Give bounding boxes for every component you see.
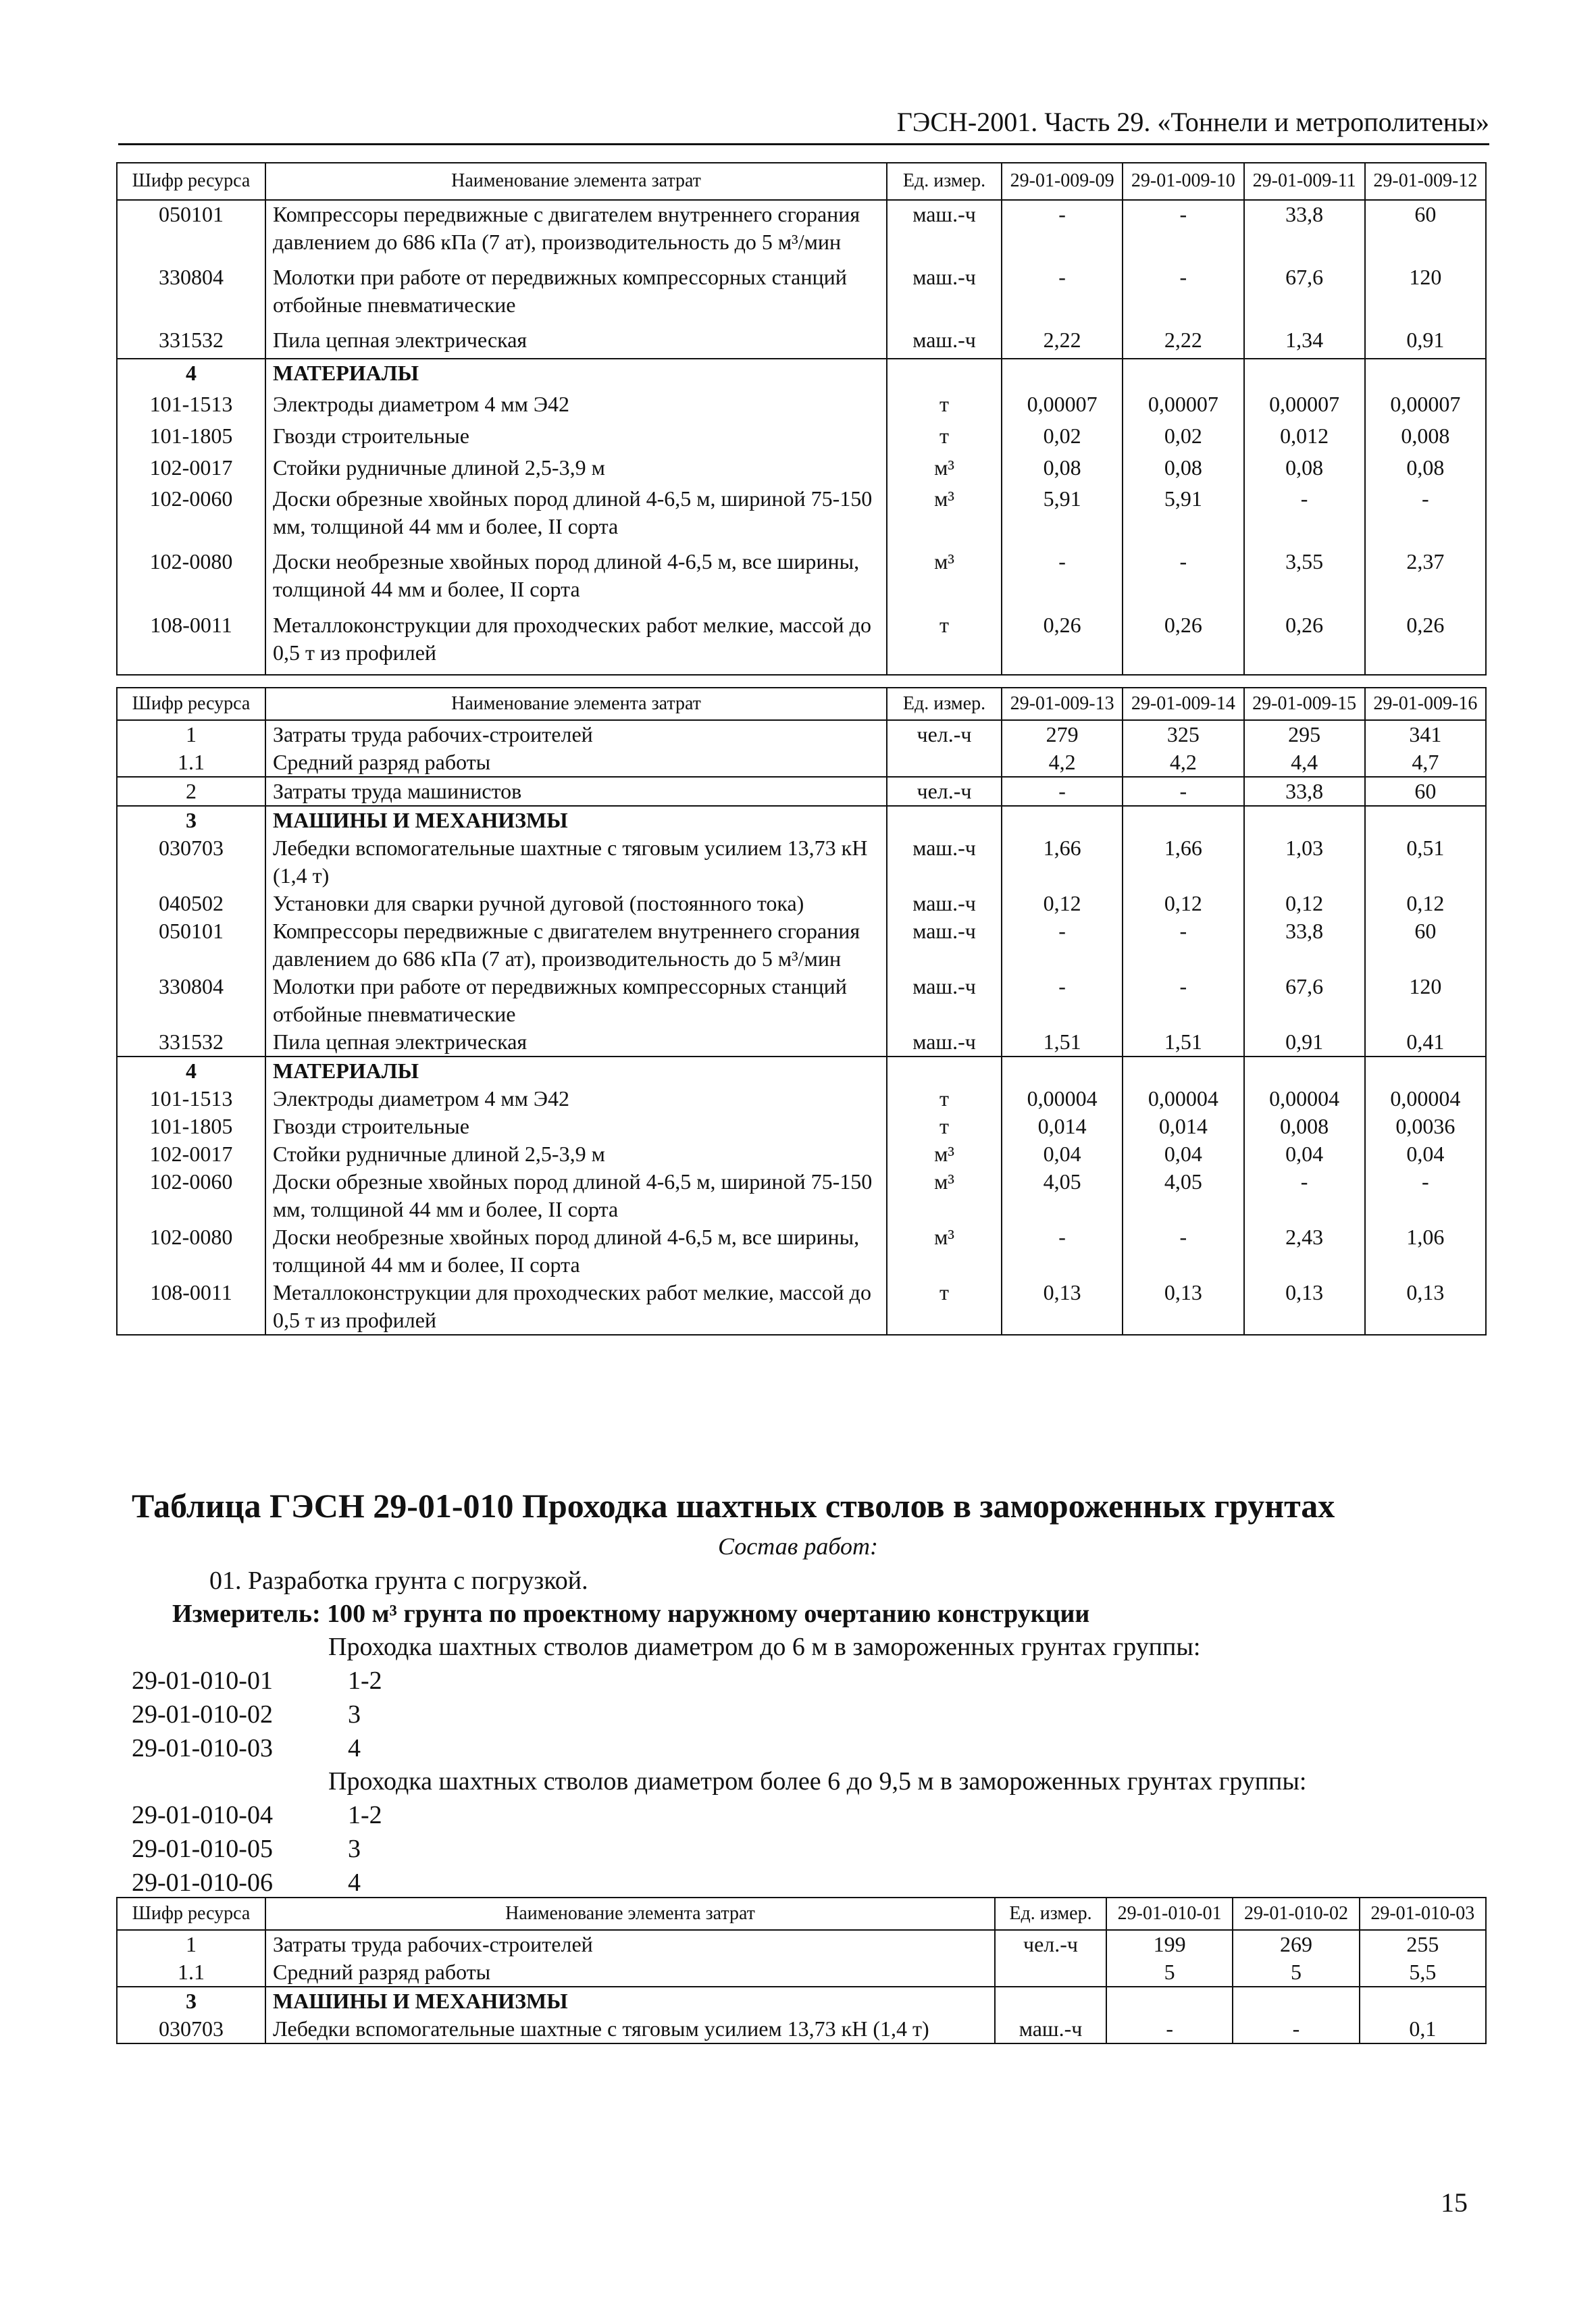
header-name: Наименование элемента затрат xyxy=(265,688,887,720)
table-row xyxy=(117,326,1486,359)
resource-code: 101-1513 xyxy=(117,1085,265,1113)
resource-unit: чел.-ч xyxy=(995,1930,1106,1958)
resource-code: 1 xyxy=(117,1930,265,1958)
norm-value: 0,00007 xyxy=(1123,390,1243,422)
resource-unit: маш.-ч xyxy=(887,1028,1002,1057)
resource-unit: т xyxy=(887,611,1002,675)
norm-value xyxy=(1360,1987,1486,2015)
page-header-title: ГЭСН-2001. Часть 29. «Тоннели и метрополитены» xyxy=(896,107,1489,137)
norm-value: 2,43 xyxy=(1244,1223,1365,1279)
norm-value: 5 xyxy=(1233,1958,1359,1987)
resource-code: 4 xyxy=(117,1057,265,1085)
resource-name: Доски необрезные хвойных пород длиной 4-6,5 м, все ширины, толщиной 44 мм и более, II сорта xyxy=(265,548,887,611)
header-code: Шифр ресурса xyxy=(117,1898,265,1930)
norm-value xyxy=(1002,359,1123,391)
resource-unit: м³ xyxy=(887,1223,1002,1279)
norm-value: 1,06 xyxy=(1365,1223,1486,1279)
resource-code: 331532 xyxy=(117,1028,265,1057)
norm-value: - xyxy=(1002,917,1123,973)
norm-value: 0,04 xyxy=(1123,1140,1243,1168)
resource-code: 108-0011 xyxy=(117,611,265,675)
resource-name: Затраты труда рабочих-строителей xyxy=(265,1930,995,1958)
norm-value: 0,012 xyxy=(1244,422,1365,454)
resource-code: 102-0060 xyxy=(117,1168,265,1223)
norm-value: - xyxy=(1123,200,1243,263)
resource-code: 330804 xyxy=(117,973,265,1028)
resource-code: 102-0080 xyxy=(117,548,265,611)
norm-value: - xyxy=(1123,263,1243,326)
resource-name: Доски обрезные хвойных пород длиной 4-6,5 м, шириной 75-150 мм, толщиной 44 мм и более, II сорта xyxy=(265,1168,887,1223)
norm-value: 4,7 xyxy=(1365,748,1486,777)
resource-code: 330804 xyxy=(117,263,265,326)
header-row xyxy=(117,163,1486,200)
header-norm-code: 29-01-009-10 xyxy=(1123,163,1243,200)
norm-value: 0,13 xyxy=(1123,1279,1243,1335)
norm-value: 0,08 xyxy=(1365,454,1486,486)
norm-value: 255 xyxy=(1360,1930,1486,1958)
resource-table-009-13-16 xyxy=(116,687,1487,1336)
header-norm-code: 29-01-009-11 xyxy=(1244,163,1365,200)
resource-code: 102-0017 xyxy=(117,454,265,486)
norm-value: 0,00007 xyxy=(1365,390,1486,422)
norm-value: 33,8 xyxy=(1244,200,1365,263)
header-code: Шифр ресурса xyxy=(117,688,265,720)
table-row xyxy=(117,1930,1486,1958)
norm-value: 199 xyxy=(1106,1930,1233,1958)
norm-value: 0,26 xyxy=(1002,611,1123,675)
norm-value: 295 xyxy=(1244,720,1365,748)
resource-unit xyxy=(887,359,1002,391)
norm-value: 0,008 xyxy=(1244,1113,1365,1140)
resource-code: 1 xyxy=(117,720,265,748)
norm-value: 0,1 xyxy=(1360,2015,1486,2043)
resource-name: Доски необрезные хвойных пород длиной 4-6,5 м, все ширины, толщиной 44 мм и более, II сорта xyxy=(265,1223,887,1279)
norm-value: 0,014 xyxy=(1123,1113,1243,1140)
resource-code: 1.1 xyxy=(117,748,265,777)
norm-code: 29-01-010-05 xyxy=(132,1835,273,1863)
norm-value: 0,02 xyxy=(1123,422,1243,454)
resource-unit: маш.-ч xyxy=(887,263,1002,326)
norm-value: 1,34 xyxy=(1244,326,1365,359)
norm-value: 0,08 xyxy=(1123,454,1243,486)
header-norm-code: 29-01-009-09 xyxy=(1002,163,1123,200)
norm-value: - xyxy=(1123,973,1243,1028)
norm-code: 29-01-010-06 xyxy=(132,1869,273,1897)
resource-name: Пила цепная электрическая xyxy=(265,1028,887,1057)
norm-value: 325 xyxy=(1123,720,1243,748)
soil-group: 3 xyxy=(348,1835,361,1863)
table-row xyxy=(117,720,1486,748)
resource-name: Затраты труда машинистов xyxy=(265,777,887,806)
soil-group: 1-2 xyxy=(348,1801,382,1829)
norm-value: 3,55 xyxy=(1244,548,1365,611)
measure-line: Измеритель: 100 м³ грунта по проектному наружному очертанию конструкции xyxy=(172,1600,1090,1628)
norm-value: 0,51 xyxy=(1365,834,1486,890)
resource-name: МАШИНЫ И МЕХАНИЗМЫ xyxy=(265,806,887,834)
table-row xyxy=(117,1958,1486,1987)
resource-name: Доски обрезные хвойных пород длиной 4-6,5 м, шириной 75-150 мм, толщиной 44 мм и более, II сорта xyxy=(265,485,887,548)
norm-code: 29-01-010-03 xyxy=(132,1734,273,1762)
header-unit: Ед. измер. xyxy=(887,163,1002,200)
resource-code: 101-1513 xyxy=(117,390,265,422)
norm-value: 269 xyxy=(1233,1930,1359,1958)
resource-code: 050101 xyxy=(117,917,265,973)
norm-value xyxy=(1123,1057,1243,1085)
resource-unit: м³ xyxy=(887,548,1002,611)
table-row xyxy=(117,1168,1486,1223)
resource-unit xyxy=(887,748,1002,777)
norm-value xyxy=(1002,1057,1123,1085)
norm-value: 0,008 xyxy=(1365,422,1486,454)
norm-value xyxy=(1365,1057,1486,1085)
norm-value: - xyxy=(1002,548,1123,611)
norm-value: 0,13 xyxy=(1002,1279,1123,1335)
norm-value: 0,00004 xyxy=(1244,1085,1365,1113)
resource-unit: м³ xyxy=(887,485,1002,548)
resource-unit xyxy=(995,1987,1106,2015)
resource-name: Стойки рудничные длиной 2,5-3,9 м xyxy=(265,1140,887,1168)
resource-code: 3 xyxy=(117,1987,265,2015)
norm-value: - xyxy=(1123,777,1243,806)
norm-value: - xyxy=(1123,1223,1243,1279)
soil-group: 3 xyxy=(348,1700,361,1729)
norm-value: - xyxy=(1002,1223,1123,1279)
norm-value: 0,91 xyxy=(1244,1028,1365,1057)
norm-value: 0,12 xyxy=(1244,890,1365,917)
norm-value: 0,0036 xyxy=(1365,1113,1486,1140)
group1-caption: Проходка шахтных стволов диаметром до 6 м в замороженных грунтах группы: xyxy=(328,1633,1201,1661)
resource-name: Лебедки вспомогательные шахтные с тяговым усилием 13,73 кН (1,4 т) xyxy=(265,2015,995,2043)
resource-unit: маш.-ч xyxy=(887,326,1002,359)
table-row xyxy=(117,1113,1486,1140)
norm-value: 120 xyxy=(1365,973,1486,1028)
norm-value: 0,00007 xyxy=(1002,390,1123,422)
resource-name: Гвозди строительные xyxy=(265,422,887,454)
norm-value xyxy=(1244,359,1365,391)
norm-value: 0,00004 xyxy=(1002,1085,1123,1113)
header-unit: Ед. измер. xyxy=(887,688,1002,720)
norm-value: 0,02 xyxy=(1002,422,1123,454)
resource-name: Пила цепная электрическая xyxy=(265,326,887,359)
resource-name: Установки для сварки ручной дуговой (постоянного тока) xyxy=(265,890,887,917)
norm-value: 0,014 xyxy=(1002,1113,1123,1140)
resource-code: 101-1805 xyxy=(117,422,265,454)
resource-unit xyxy=(995,1958,1106,1987)
table-row xyxy=(117,200,1486,263)
table-row xyxy=(117,548,1486,611)
resource-name: МАТЕРИАЛЫ xyxy=(265,1057,887,1085)
norm-value: 4,2 xyxy=(1123,748,1243,777)
table-row xyxy=(117,359,1486,391)
table-row xyxy=(117,2015,1486,2043)
resource-code: 1.1 xyxy=(117,1958,265,1987)
resource-code: 2 xyxy=(117,777,265,806)
resource-name: Молотки при работе от передвижных компрессорных станций отбойные пневматические xyxy=(265,973,887,1028)
norm-value: 4,4 xyxy=(1244,748,1365,777)
resource-unit: маш.-ч xyxy=(995,2015,1106,2043)
resource-name: Молотки при работе от передвижных компрессорных станций отбойные пневматические xyxy=(265,263,887,326)
resource-table-010 xyxy=(116,1897,1487,2044)
header-norm-code: 29-01-010-01 xyxy=(1106,1898,1233,1930)
norm-value: 60 xyxy=(1365,777,1486,806)
norm-value: - xyxy=(1002,973,1123,1028)
resource-unit: м³ xyxy=(887,454,1002,486)
table-row xyxy=(117,1279,1486,1335)
norm-value: 0,12 xyxy=(1002,890,1123,917)
resource-code: 040502 xyxy=(117,890,265,917)
norm-value: - xyxy=(1002,777,1123,806)
table-row xyxy=(117,917,1486,973)
table-row xyxy=(117,1140,1486,1168)
norm-value: - xyxy=(1244,485,1365,548)
norm-value: 1,03 xyxy=(1244,834,1365,890)
norm-value: 0,08 xyxy=(1002,454,1123,486)
norm-value: 0,00004 xyxy=(1123,1085,1243,1113)
resource-unit xyxy=(887,1057,1002,1085)
resource-unit: т xyxy=(887,422,1002,454)
page-header xyxy=(118,101,1489,145)
table-row xyxy=(117,806,1486,834)
resource-name: МАШИНЫ И МЕХАНИЗМЫ xyxy=(265,1987,995,2015)
resource-name: Компрессоры передвижные с двигателем внутреннего сгорания давлением до 686 кПа (7 ат), производительность до 5 м³/мин xyxy=(265,917,887,973)
norm-value: 0,26 xyxy=(1365,611,1486,675)
table-row xyxy=(117,390,1486,422)
norm-value: 5 xyxy=(1106,1958,1233,1987)
header-row xyxy=(117,1898,1486,1930)
resource-code: 331532 xyxy=(117,326,265,359)
resource-code: 108-0011 xyxy=(117,1279,265,1335)
header-row xyxy=(117,688,1486,720)
norm-value: - xyxy=(1365,1168,1486,1223)
norm-value: - xyxy=(1365,485,1486,548)
norm-value: - xyxy=(1002,200,1123,263)
page-number: 15 xyxy=(1441,2187,1468,2218)
norm-value: 0,04 xyxy=(1244,1140,1365,1168)
table-row xyxy=(117,973,1486,1028)
resource-unit: маш.-ч xyxy=(887,834,1002,890)
resource-name: Средний разряд работы xyxy=(265,1958,995,1987)
resource-unit: м³ xyxy=(887,1168,1002,1223)
soil-group: 4 xyxy=(348,1734,361,1762)
norm-value: - xyxy=(1002,263,1123,326)
norm-value: - xyxy=(1106,2015,1233,2043)
norm-value: 60 xyxy=(1365,200,1486,263)
group2-caption: Проходка шахтных стволов диаметром более 6 до 9,5 м в замороженных грунтах группы: xyxy=(328,1767,1307,1796)
norm-value xyxy=(1123,359,1243,391)
resource-unit: маш.-ч xyxy=(887,200,1002,263)
norm-value: 67,6 xyxy=(1244,263,1365,326)
norm-value: 5,91 xyxy=(1123,485,1243,548)
norm-value: 0,91 xyxy=(1365,326,1486,359)
resource-unit xyxy=(887,806,1002,834)
norm-value: 4,05 xyxy=(1002,1168,1123,1223)
soil-group: 4 xyxy=(348,1869,361,1897)
resource-unit: м³ xyxy=(887,1140,1002,1168)
resource-code: 102-0060 xyxy=(117,485,265,548)
table-row xyxy=(117,454,1486,486)
norm-value: 0,12 xyxy=(1123,890,1243,917)
resource-code: 4 xyxy=(117,359,265,391)
norm-value: 1,51 xyxy=(1002,1028,1123,1057)
table-row xyxy=(117,485,1486,548)
resource-code: 050101 xyxy=(117,200,265,263)
norm-value: 4,05 xyxy=(1123,1168,1243,1223)
norm-value: 120 xyxy=(1365,263,1486,326)
resource-name: Средний разряд работы xyxy=(265,748,887,777)
resource-unit: чел.-ч xyxy=(887,720,1002,748)
norm-value xyxy=(1123,806,1243,834)
table-row xyxy=(117,1987,1486,2015)
composition-label: Состав работ: xyxy=(718,1533,878,1560)
table-row xyxy=(117,1223,1486,1279)
table-row xyxy=(117,777,1486,806)
resource-name: Гвозди строительные xyxy=(265,1113,887,1140)
header-name: Наименование элемента затрат xyxy=(265,163,887,200)
norm-value: 67,6 xyxy=(1244,973,1365,1028)
header-name: Наименование элемента затрат xyxy=(265,1898,995,1930)
norm-value: 33,8 xyxy=(1244,777,1365,806)
resource-name: МАТЕРИАЛЫ xyxy=(265,359,887,391)
resource-code: 030703 xyxy=(117,2015,265,2043)
norm-code: 29-01-010-04 xyxy=(132,1801,273,1829)
norm-value xyxy=(1365,359,1486,391)
header-code: Шифр ресурса xyxy=(117,163,265,200)
norm-value: - xyxy=(1233,2015,1359,2043)
header-norm-code: 29-01-009-16 xyxy=(1365,688,1486,720)
resource-code: 3 xyxy=(117,806,265,834)
norm-code: 29-01-010-01 xyxy=(132,1667,273,1695)
norm-value: - xyxy=(1244,1168,1365,1223)
resource-name: Металлоконструкции для проходческих работ мелкие, массой до 0,5 т из профилей xyxy=(265,611,887,675)
norm-value: 0,00004 xyxy=(1365,1085,1486,1113)
resource-table-009-09-12 xyxy=(116,162,1487,676)
norm-value: 60 xyxy=(1365,917,1486,973)
norm-value: 5,5 xyxy=(1360,1958,1486,1987)
header-norm-code: 29-01-010-02 xyxy=(1233,1898,1359,1930)
norm-value: 0,41 xyxy=(1365,1028,1486,1057)
table-row xyxy=(117,1057,1486,1085)
norm-value xyxy=(1365,806,1486,834)
norm-value xyxy=(1233,1987,1359,2015)
norm-value: 1,51 xyxy=(1123,1028,1243,1057)
resource-name: Лебедки вспомогательные шахтные с тяговым усилием 13,73 кН (1,4 т) xyxy=(265,834,887,890)
header-norm-code: 29-01-009-14 xyxy=(1123,688,1243,720)
norm-value: 0,13 xyxy=(1244,1279,1365,1335)
resource-unit: маш.-ч xyxy=(887,973,1002,1028)
norm-value: 1,66 xyxy=(1123,834,1243,890)
resource-name: Электроды диаметром 4 мм Э42 xyxy=(265,390,887,422)
header-norm-code: 29-01-009-12 xyxy=(1365,163,1486,200)
norm-value xyxy=(1244,1057,1365,1085)
norm-value: 0,13 xyxy=(1365,1279,1486,1335)
header-norm-code: 29-01-010-03 xyxy=(1360,1898,1486,1930)
resource-code: 030703 xyxy=(117,834,265,890)
norm-value: 2,37 xyxy=(1365,548,1486,611)
norm-value: 0,26 xyxy=(1123,611,1243,675)
table-row xyxy=(117,1085,1486,1113)
table-row xyxy=(117,422,1486,454)
resource-name: Затраты труда рабочих-строителей xyxy=(265,720,887,748)
norm-value xyxy=(1244,806,1365,834)
norm-value: 0,12 xyxy=(1365,890,1486,917)
section-title: Таблица ГЭСН 29-01-010 Проходка шахтных стволов в замороженных грунтах xyxy=(132,1487,1335,1525)
norm-value: 4,2 xyxy=(1002,748,1123,777)
resource-code: 102-0080 xyxy=(117,1223,265,1279)
resource-unit: чел.-ч xyxy=(887,777,1002,806)
resource-unit: т xyxy=(887,1113,1002,1140)
table-row xyxy=(117,263,1486,326)
norm-value xyxy=(1106,1987,1233,2015)
resource-name: Металлоконструкции для проходческих работ мелкие, массой до 0,5 т из профилей xyxy=(265,1279,887,1335)
work-item: 01. Разработка грунта с погрузкой. xyxy=(209,1567,588,1595)
table-row xyxy=(117,611,1486,675)
norm-code: 29-01-010-02 xyxy=(132,1700,273,1729)
norm-value xyxy=(1002,806,1123,834)
norm-value: 0,04 xyxy=(1002,1140,1123,1168)
header-norm-code: 29-01-009-13 xyxy=(1002,688,1123,720)
table-row xyxy=(117,834,1486,890)
resource-code: 101-1805 xyxy=(117,1113,265,1140)
norm-value: - xyxy=(1123,548,1243,611)
table-row xyxy=(117,1028,1486,1057)
norm-value: 1,66 xyxy=(1002,834,1123,890)
soil-group: 1-2 xyxy=(348,1667,382,1695)
header-unit: Ед. измер. xyxy=(995,1898,1106,1930)
norm-value: 33,8 xyxy=(1244,917,1365,973)
norm-value: 0,26 xyxy=(1244,611,1365,675)
norm-value: 0,08 xyxy=(1244,454,1365,486)
norm-value: 279 xyxy=(1002,720,1123,748)
table-row xyxy=(117,748,1486,777)
norm-value: 0,00007 xyxy=(1244,390,1365,422)
header-norm-code: 29-01-009-15 xyxy=(1244,688,1365,720)
resource-code: 102-0017 xyxy=(117,1140,265,1168)
norm-value: 5,91 xyxy=(1002,485,1123,548)
norm-value: - xyxy=(1123,917,1243,973)
norm-value: 0,04 xyxy=(1365,1140,1486,1168)
norm-value: 341 xyxy=(1365,720,1486,748)
resource-name: Электроды диаметром 4 мм Э42 xyxy=(265,1085,887,1113)
resource-name: Компрессоры передвижные с двигателем внутреннего сгорания давлением до 686 кПа (7 ат), производительность до 5 м³/мин xyxy=(265,200,887,263)
table-row xyxy=(117,890,1486,917)
resource-unit: т xyxy=(887,390,1002,422)
resource-name: Стойки рудничные длиной 2,5-3,9 м xyxy=(265,454,887,486)
resource-unit: т xyxy=(887,1279,1002,1335)
norm-value: 2,22 xyxy=(1123,326,1243,359)
resource-unit: маш.-ч xyxy=(887,890,1002,917)
resource-unit: маш.-ч xyxy=(887,917,1002,973)
resource-unit: т xyxy=(887,1085,1002,1113)
norm-value: 2,22 xyxy=(1002,326,1123,359)
